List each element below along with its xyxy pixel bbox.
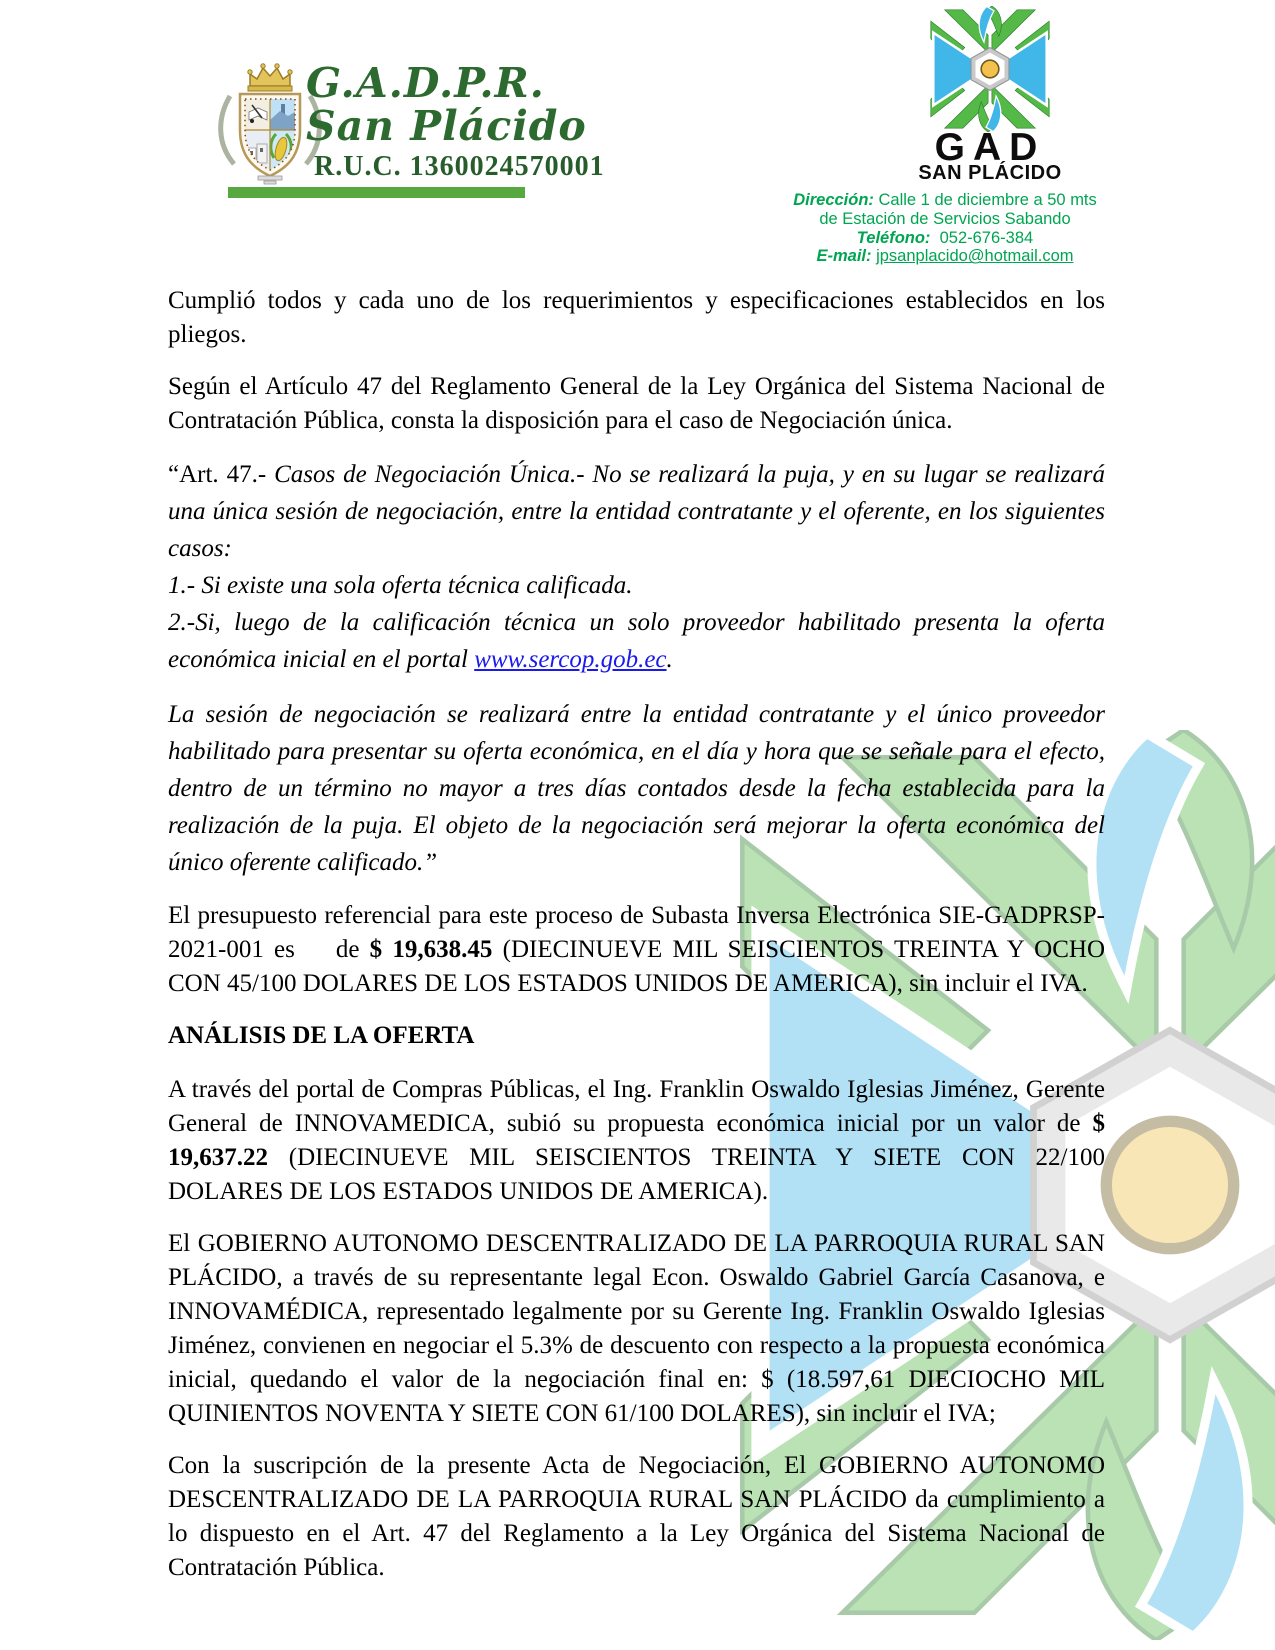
address-value: Calle 1 de diciembre a 50 mts: [878, 191, 1097, 209]
email-link[interactable]: jpsanplacido@hotmail.com: [876, 247, 1074, 266]
heading-analisis-oferta: [168, 1019, 1105, 1053]
contact-address-line2: de Estación de Servicios Sabando: [819, 209, 1071, 228]
para-cita-sesion-negociacion: [168, 696, 1105, 881]
text-segment: (DIECINUEVE MIL SEISCIENTOS TREINTA Y OCHO CON 45/100 DOLARES DE LOS ESTADOS UNIDOS DE AMERICA), sin incluir el IVA.: [168, 936, 1105, 997]
text-segment: El GOBIERNO AUTONOMO DESCENTRALIZADO DE LA PARROQUIA RURAL SAN PLÁCIDO, a través de su representante legal Econ. Oswaldo Gabriel García Casanova, e INNOVAMÉDICA, representado legalmente por su Gerente Ing. Franklin Oswaldo Iglesias Jiménez, convienen en negociar el 5.3% de descuento con respecto a la propuesta económica inicial, quedando el valor de la negociación final en: $ (18.597,61 DIECIOCHO MIL QUINIENTOS NOVENTA Y SIETE CON 61/100 DOLARES), sin incluir el IVA;: [168, 1230, 1105, 1427]
para-negociacion-final: [168, 1227, 1105, 1431]
text-segment: (DIECINUEVE MIL SEISCIENTOS TREINTA Y SIETE CON 22/100 DOLARES DE LOS ESTADOS UNIDOS DE AMERICA).: [168, 1144, 1105, 1205]
text-segment: Según el Artículo 47 del Reglamento General de la Ley Orgánica del Sistema Nacional de Contratación Pública, consta la disposición para el caso de Negociación única.: [168, 373, 1105, 434]
para-presupuesto-referencial: [168, 899, 1105, 1001]
text-segment: $ 19,638.45: [369, 936, 493, 963]
text-segment: La sesión de negociación se realizará entre la entidad contratante y el único proveedor habilitado para presentar su oferta económica, en el día y hora que se señale para el efecto, dentro de un término no mayor a tres días contados desde la fecha establecida para la realización de la puja. El objeto de la negociación será mejorar la oferta económica del único oferente calificado.”: [168, 701, 1105, 876]
phone-value: 052-676-384: [939, 228, 1034, 247]
contact-block: [775, 191, 1115, 266]
document-body: [168, 284, 1105, 1603]
text-segment: Cumplió todos y cada uno de los requerimientos y especificaciones establecidos en los pliegos.: [168, 287, 1105, 348]
org-abbreviation: G.A.D.P.R.: [306, 59, 545, 107]
gad-logo-subtitle: SAN PLÁCIDO: [918, 162, 1062, 184]
text-segment: Casos de Negociación Única.- No se realizará la puja, y en su lugar se realizará una única sesión de negociación, entre la entidad contratante y el oferente, en los siguientes casos: 1.- Si existe una sola oferta técnica calificada. 2.-Si, luego de la calificación técnica un solo proveedor habilitado presenta la oferta económica inicial en el portal: [168, 461, 1106, 673]
sercop-portal-link[interactable]: www.sercop.gob.ec: [474, 646, 667, 673]
gad-logo-title: GAD: [934, 126, 1046, 169]
text-segment: Con la suscripción de la presente Acta de Negociación, El GOBIERNO AUTONOMO DESCENTRALIZADO DE LA PARROQUIA RURAL SAN PLÁCIDO da cumplimiento a lo dispuesto en el Art. 47 del Reglamento a la Ley Orgánica del Sistema Nacional de Contratación Pública.: [168, 1452, 1105, 1581]
ruc-number: R.U.C. 1360024570001: [314, 151, 605, 183]
text-segment: A través del portal de Compras Públicas, el Ing. Franklin Oswaldo Iglesias Jiménez, Gerente General de INNOVAMEDICA, subió su propuesta económica inicial por un valor de: [168, 1076, 1105, 1137]
header-green-bar: [228, 187, 525, 198]
address-label: Dirección:: [793, 191, 874, 209]
contact-phone-line: [775, 229, 1115, 248]
para-propuesta-inicial: [168, 1073, 1105, 1209]
text-segment: $ 19,637.22: [168, 1110, 1105, 1171]
para-articulo-47-intro: [168, 370, 1105, 438]
text-segment: El presupuesto referencial para este proceso de Subasta Inversa Electrónica SIE-GADPRSP-2021-001 es de: [168, 902, 1105, 963]
laurel-branch-left: [221, 96, 234, 164]
crown-icon: [248, 64, 292, 91]
para-cumplimiento: [168, 284, 1105, 352]
para-suscripcion-acta: [168, 1449, 1105, 1585]
text-segment: .: [666, 646, 673, 673]
phone-label: Teléfono:: [856, 228, 931, 247]
contact-email-line: [775, 247, 1115, 266]
org-name: San Plácido: [306, 101, 587, 150]
email-label: E-mail:: [816, 247, 872, 266]
text-segment: “Art. 47.-: [168, 461, 275, 488]
para-cita-articulo-47: [168, 456, 1105, 678]
contact-address-line1: [775, 191, 1115, 210]
text-segment: ANÁLISIS DE LA OFERTA: [168, 1022, 475, 1049]
gad-pinwheel-logo: [920, 6, 1060, 132]
shield-pedestal: [258, 176, 282, 184]
org-title-block: [306, 59, 605, 183]
